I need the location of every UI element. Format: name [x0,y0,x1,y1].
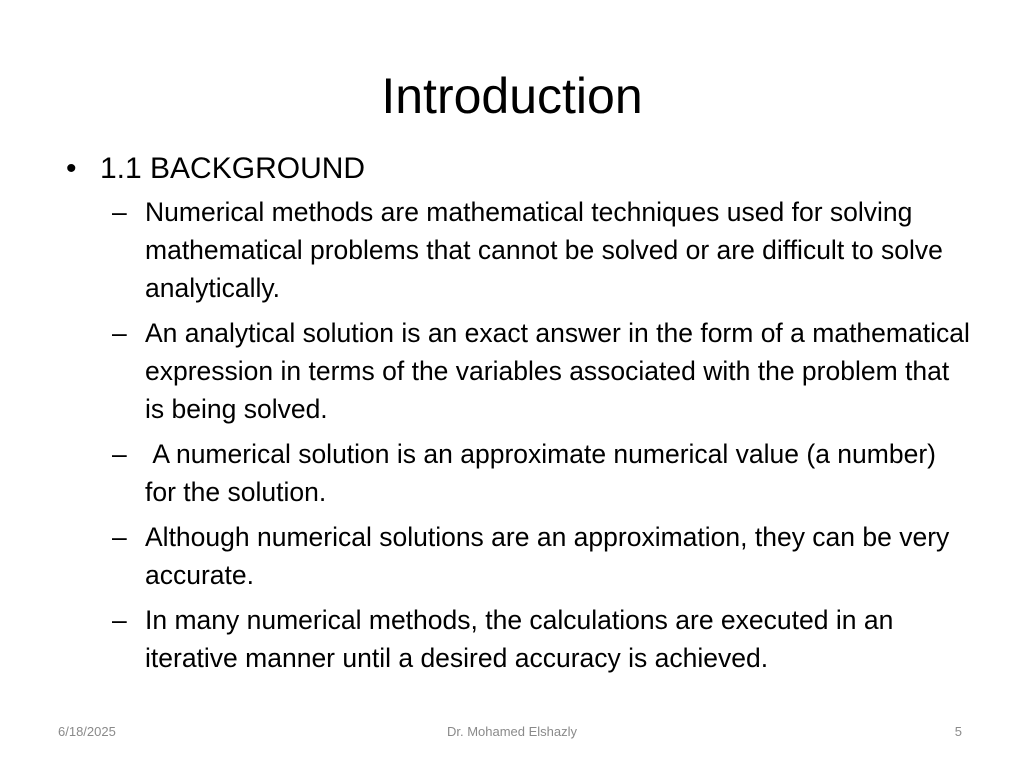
list-item [64,314,974,428]
slide-content [64,149,974,684]
section-heading-item [64,149,974,189]
footer-page-number: 5 [954,724,962,739]
slide-title: Introduction [381,68,643,124]
footer-date: 6/18/2025 [58,724,116,739]
point-text: An analytical solution is an exact answer in the form of a mathematical expression in terms of the variables associated with the problem that is being solved. [145,318,970,424]
background-points-list [64,193,974,677]
dash-marker: – [112,318,127,348]
dash-marker: – [112,522,127,552]
point-text: Numerical methods are mathematical techniques used for solving mathematical problems that cannot be solved or are difficult to solve analytically. [145,197,943,303]
dash-marker: – [112,605,127,635]
list-item [64,435,974,511]
section-heading: 1.1 BACKGROUND [100,152,366,185]
dash-marker: – [112,439,127,469]
list-item [64,193,974,307]
bullet-marker: • [66,152,77,185]
point-text: In many numerical methods, the calculations are executed in an iterative manner until a desired accuracy is achieved. [145,605,894,673]
dash-marker: – [112,197,127,227]
point-text: A numerical solution is an approximate numerical value (a number) for the solution. [145,439,944,507]
point-text: Although numerical solutions are an approximation, they can be very accurate. [145,522,950,590]
list-item [64,601,974,677]
list-item [64,518,974,594]
footer-author: Dr. Mohamed Elshazly [446,724,578,739]
